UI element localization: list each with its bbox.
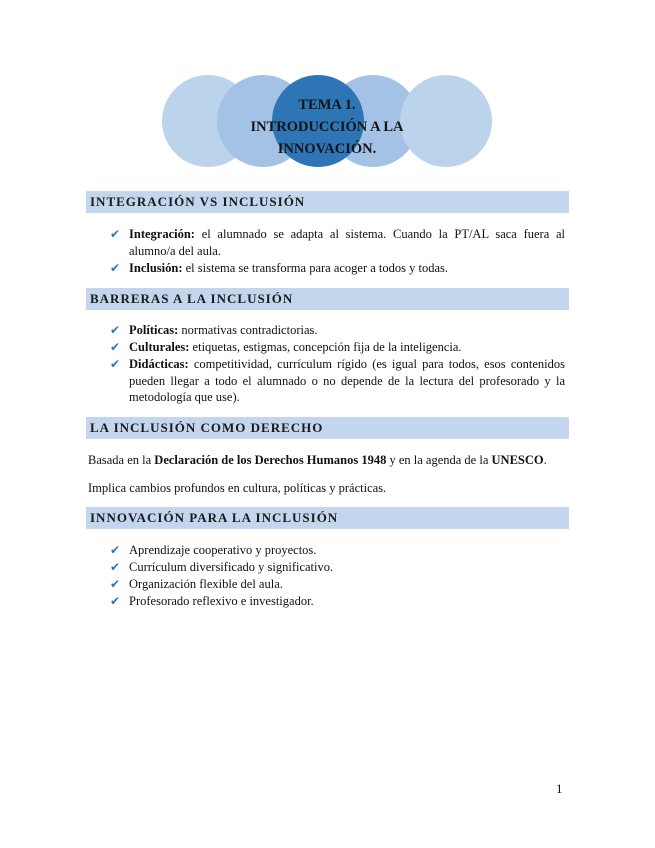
check-icon: ✔ bbox=[110, 340, 121, 354]
check-icon: ✔ bbox=[110, 560, 121, 574]
list-innovacion bbox=[110, 542, 565, 610]
title-banner bbox=[162, 75, 492, 169]
list-item: ✔ Políticas: normativas contradictorias. bbox=[110, 323, 318, 337]
section-heading-innovacion: INNOVACIÓN PARA LA INCLUSIÓN bbox=[86, 507, 569, 529]
check-icon: ✔ bbox=[110, 577, 121, 591]
paragraph-declaracion: Basada en la Declaración de los Derechos Humanos 1948 y en la agenda de la UNESCO. bbox=[88, 453, 547, 467]
check-icon: ✔ bbox=[110, 323, 121, 337]
page-number: 1 bbox=[556, 781, 563, 796]
list-item: ✔ Integración: el alumnado se adapta al sistema. Cuando la PT/AL saca fuera al alumno/a del aula. bbox=[110, 227, 565, 258]
list-item: ✔ Currículum diversificado y significativo. bbox=[110, 560, 334, 574]
list-item: ✔ Organización flexible del aula. bbox=[110, 577, 283, 591]
check-icon: ✔ bbox=[110, 594, 121, 608]
section-heading-derecho: LA INCLUSIÓN COMO DERECHO bbox=[86, 417, 569, 439]
check-icon: ✔ bbox=[110, 260, 121, 275]
page-title: TEMA 1. INTRODUCCIÓN A LA INNOVACIÓN. bbox=[250, 97, 404, 157]
list-item: ✔ Inclusión: el sistema se transforma para acoger a todos y todas. bbox=[110, 260, 449, 275]
check-icon: ✔ bbox=[110, 543, 121, 557]
check-icon: ✔ bbox=[110, 357, 121, 371]
list-barreras bbox=[110, 322, 565, 406]
section-heading-barreras: BARRERAS A LA INCLUSIÓN bbox=[86, 288, 569, 310]
paragraph-cambios: Implica cambios profundos en cultura, políticas y prácticas. bbox=[88, 481, 387, 495]
section-heading-integracion: INTEGRACIÓN VS INCLUSIÓN bbox=[86, 191, 569, 213]
check-icon: ✔ bbox=[110, 227, 121, 241]
list-item: ✔ Aprendizaje cooperativo y proyectos. bbox=[110, 543, 317, 557]
list-integracion bbox=[110, 226, 565, 277]
list-item: ✔ Profesorado reflexivo e investigador. bbox=[110, 594, 314, 608]
list-item: ✔ Didácticas: competitividad, currículum rígido (es igual para todos, esos contenidos pueden llegar a todo el alumnado o no depende de la lectura del profesorado y la metodología que use). bbox=[110, 357, 565, 404]
list-item: ✔ Culturales: etiquetas, estigmas, concepción fija de la inteligencia. bbox=[110, 340, 462, 354]
